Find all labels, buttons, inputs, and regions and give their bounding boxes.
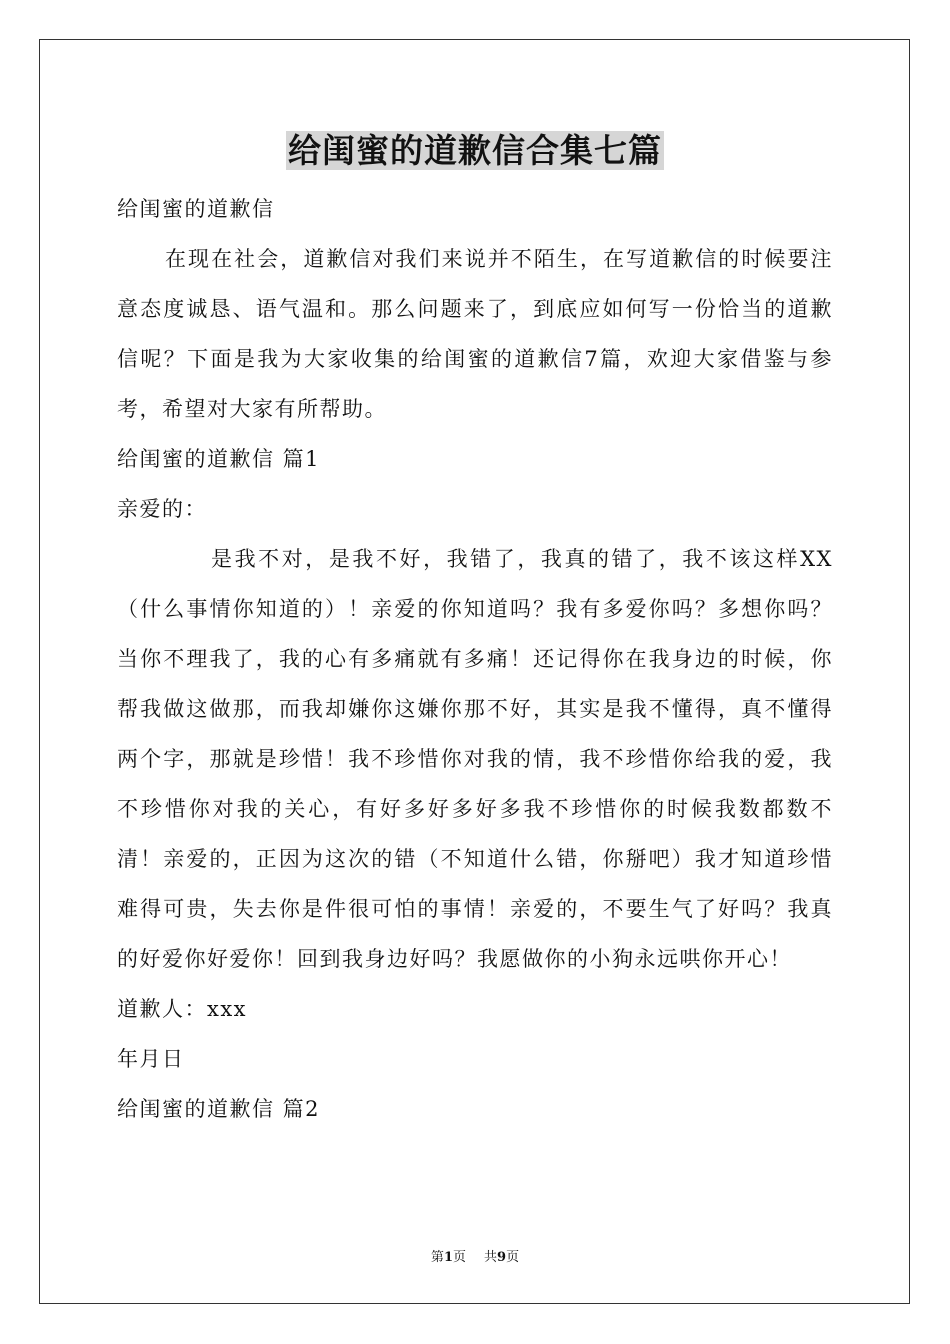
document-title: 给闺蜜的道歉信合集七篇 (288, 131, 662, 170)
subtitle: 给闺蜜的道歉信 (117, 197, 275, 221)
salutation: 亲爱的： (117, 497, 207, 521)
page-total: 9 (497, 1250, 507, 1265)
total-suffix: 页 (506, 1250, 520, 1265)
total-prefix: 共 (484, 1250, 498, 1265)
letter-body: 是我不对，是我不好，我错了，我真的错了，我不该这样XX（什么事情你知道的）！亲爱的你知道吗？我有多爱你吗？多想你吗？当你不理我了，我的心有多痛就有多痛！还记得你在我身边的时候，你帮我做这做那，而我却嫌你这嫌你那不好，其实是我不懂得，真不懂得两个字，那就是珍惜！我不珍惜你对我的情，我不珍惜你给我的爱，我不珍惜你对我的关心，有好多好多好多我不珍惜你的时候我数都数不清！亲爱的，正因为这次的错（不知道什么错，你掰吧）我才知道珍惜难得可贵，失去你是件很可怕的事情！亲爱的，不要生气了好吗？我真的好爱你好爱你！回到我身边好吗？我愿做你的小狗永远哄你开心！ (117, 547, 833, 971)
section-heading-1: 给闺蜜的道歉信 篇1 (117, 447, 321, 471)
page-prefix: 第 (430, 1250, 444, 1265)
page-current: 1 (443, 1250, 453, 1265)
date-line: 年月日 (117, 1047, 185, 1071)
document-body (117, 118, 833, 1134)
intro-paragraph: 在现在社会，道歉信对我们来说并不陌生，在写道歉信的时候要注意态度诚恳、语气温和。那么问题来了，到底应如何写一份恰当的道歉信呢？下面是我为大家收集的给闺蜜的道歉信7篇，欢迎大家借鉴与参考，希望对大家有所帮助。 (117, 247, 833, 421)
section-heading-2: 给闺蜜的道歉信 篇2 (117, 1097, 321, 1121)
signature: 道歉人：xxx (117, 997, 248, 1021)
page-mid: 页 (452, 1250, 466, 1265)
page-footer (0, 1246, 950, 1265)
